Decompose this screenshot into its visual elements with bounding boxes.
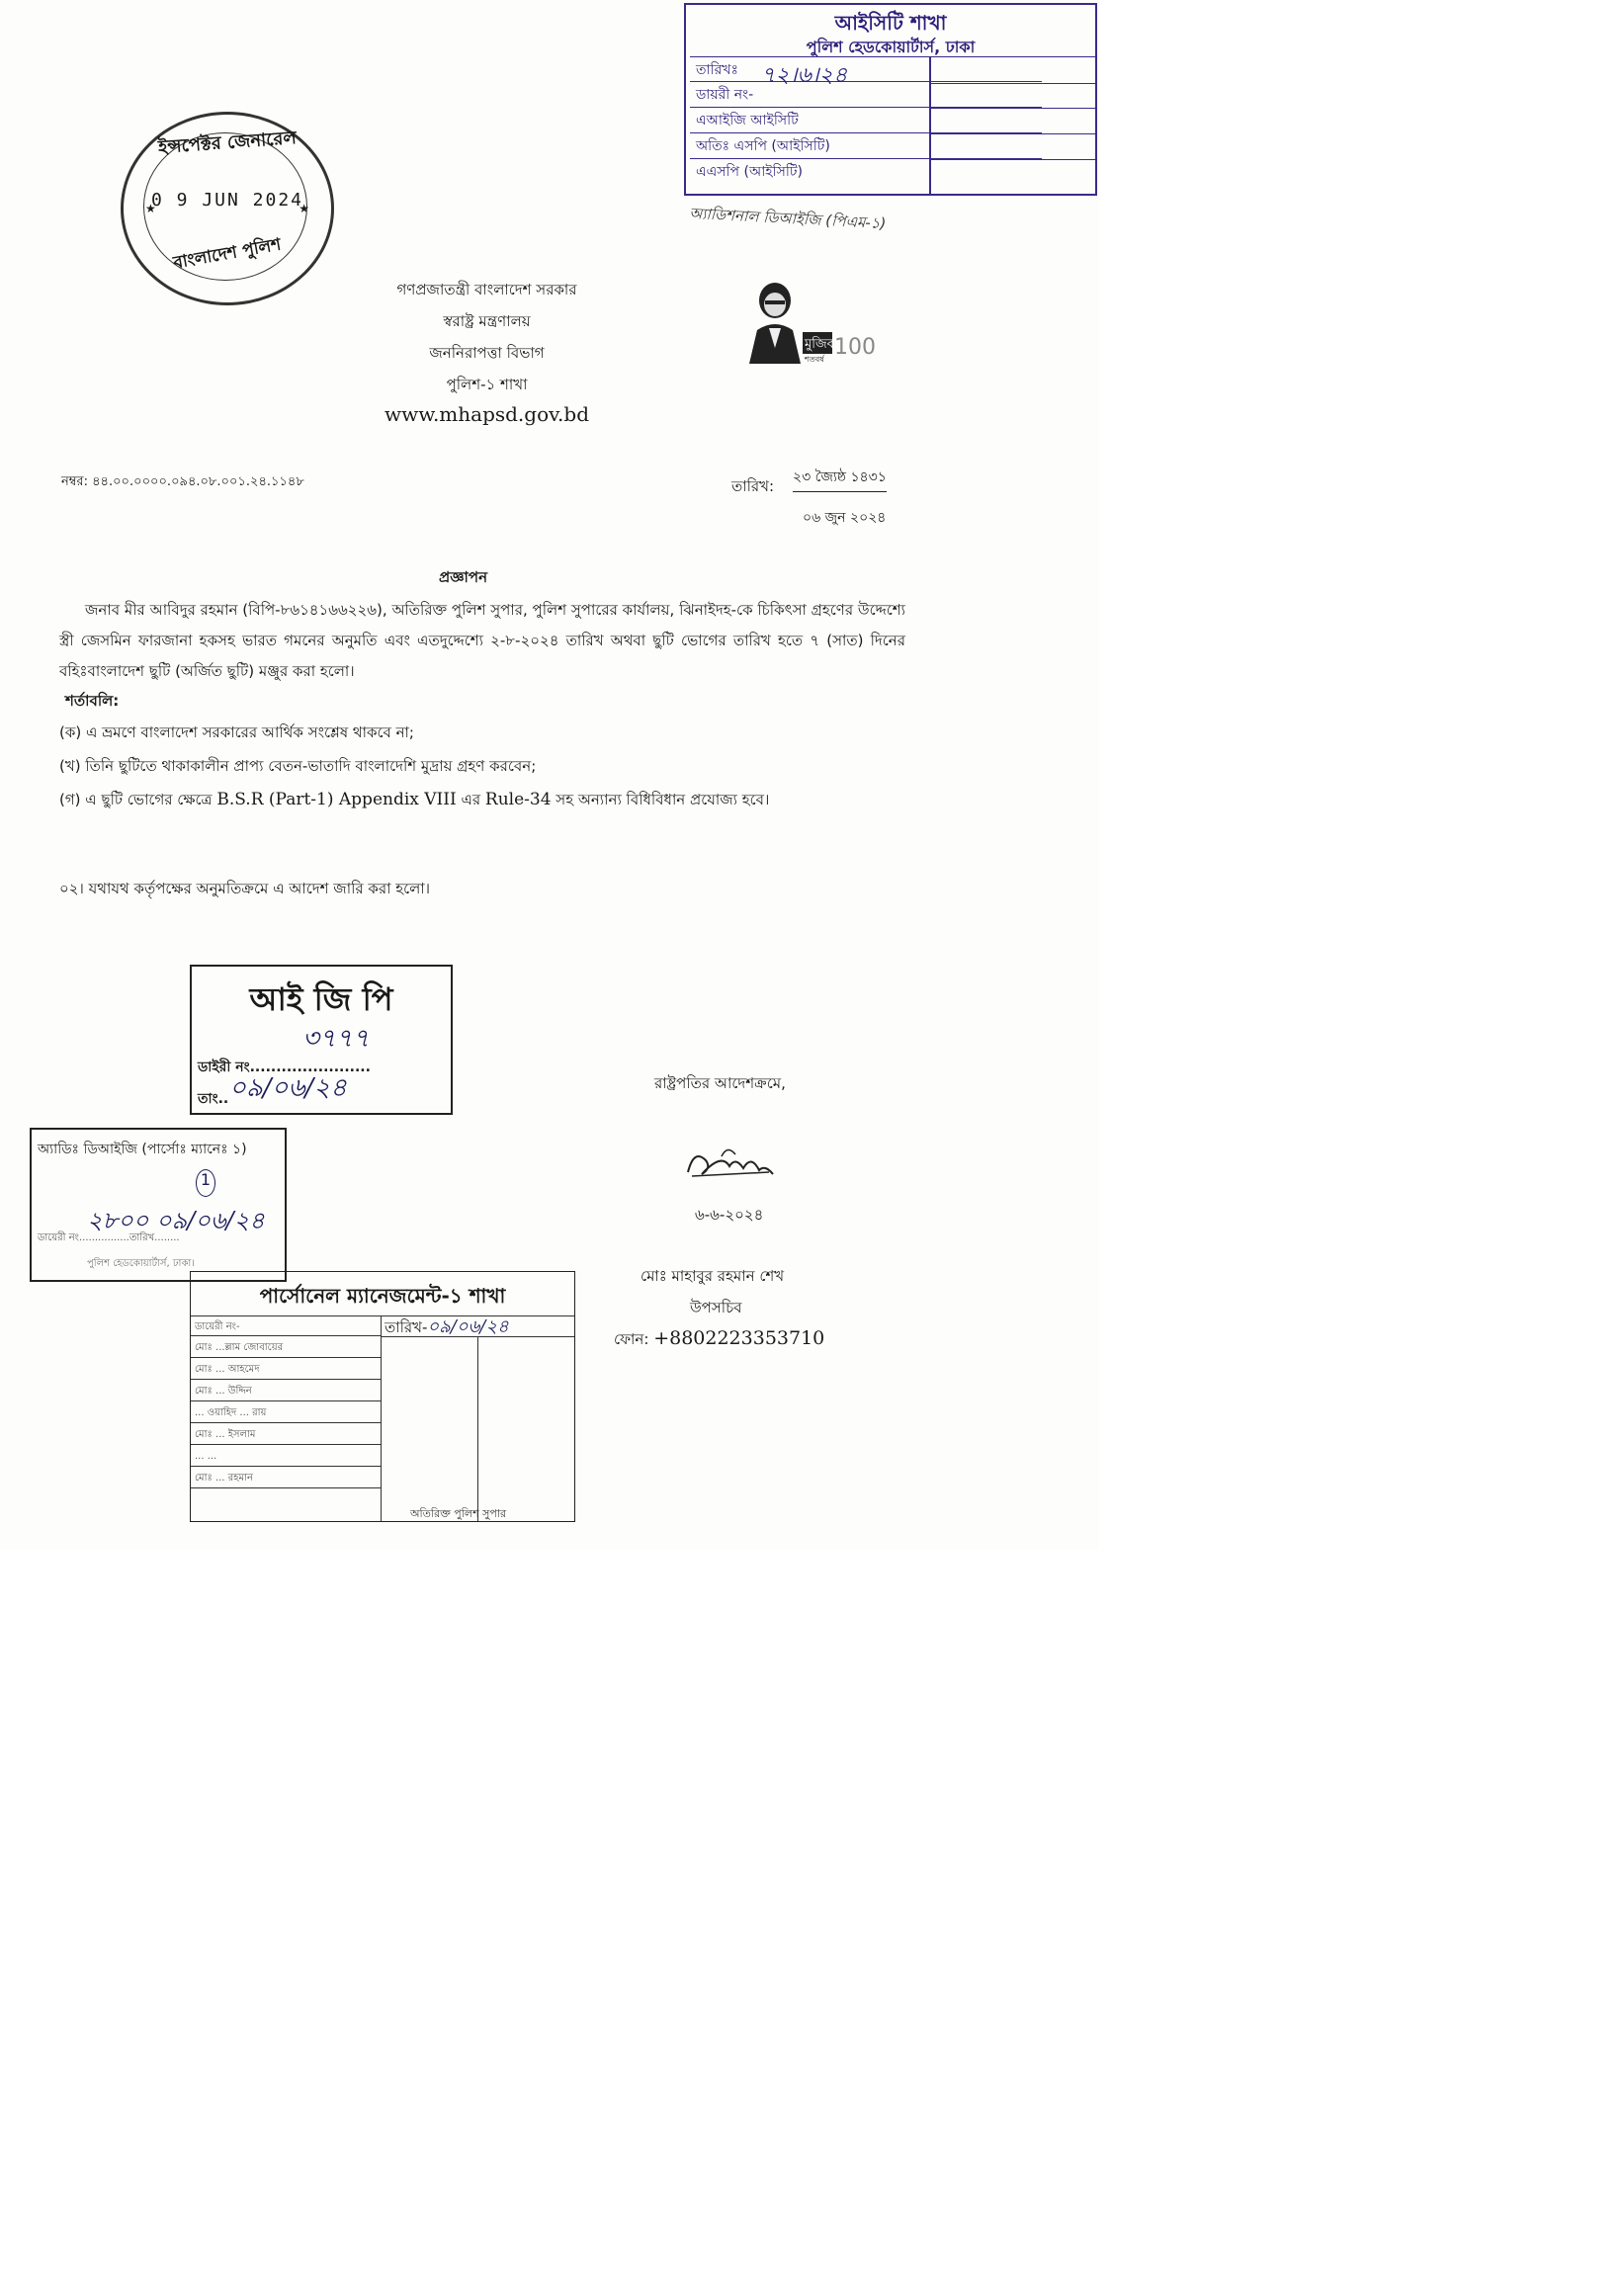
document-page (0, 0, 1099, 1550)
pm1-branch-stamp (190, 1271, 575, 1522)
pm1-row: ... ... (191, 1446, 381, 1467)
signatory-name: মোঃ মাহাবুর রহমান শেখ (641, 1267, 785, 1285)
ict-row-addl-sp: অতিঃ এসপি (আইসিটি) (690, 133, 1042, 159)
header-branch: পুলিশ-১ শাখা (446, 376, 528, 393)
addl-dig-handnote: অ্যাডিশনাল ডিআইজি (পিএম-১) (688, 204, 887, 233)
pm1-row: মোঃ ...ল্লাম জোবায়ের (191, 1337, 381, 1358)
pm1-stamp-title: পার্সোনেল ম্যানেজমেন্ট-১ শাখা (259, 1284, 506, 1308)
pm1-row: মোঃ ... উদ্দিন (191, 1381, 381, 1401)
ict-row-aig: এআইজি আইসিটি (690, 108, 1042, 133)
pm1-row: মোঃ ... রহমান (191, 1468, 381, 1488)
mujib-portrait-logo (743, 279, 876, 364)
signatory-designation: উপসচিব (690, 1299, 742, 1316)
body-paragraph: জনাব মীর আবিদুর রহমান (বিপি-৮৬১৪১৬৬২২৬), অতিরিক্ত পুলিশ সুপার, পুলিশ সুপারের কার্যালয়, ঝিনাইদহ-কে চিকিৎসা গ্রহণের উদ্দেশ্যে স্ত্রী জেসমিন ফারজানা হকসহ ভারত গমনের অনুমতি এবং এতদুদ্দেশ্যে ২-৮-২০২৪ তারিখ অথবা ছুটি ভোগের তারিখ হতে ৭ (সাত) দিনের বহিঃবাংলাদেশ ছুটি (অর্জিত ছুটি) মঞ্জুর করা হলো। (59, 601, 905, 680)
signatory-phone: ফোন: +8802223353710 (614, 1327, 825, 1349)
ict-stamp-title: আইসিটি শাখা (834, 11, 947, 35)
igp-diary-stamp (190, 965, 453, 1115)
date-label: তারিখ: (731, 477, 775, 495)
signature-date: ৬-৬-২০২৪ (695, 1206, 764, 1224)
date-english: ০৬ জুন ২০২৪ (803, 510, 887, 526)
seal-date: 0 9 JUN 2024 (150, 190, 304, 211)
conditions-heading: শর্তাবলি: (65, 692, 120, 710)
star-icon: ★ (299, 202, 309, 215)
header-govt: গণপ্রজাতন্ত্রী বাংলাদেশ সরকার (396, 281, 577, 298)
igp-date-value: ০৯/০৬/২৪ (229, 1073, 347, 1103)
igp-diary-number: ৩৭৭৭ (302, 1024, 370, 1054)
portrait-caption: মুজিব (805, 337, 834, 352)
adig-diary-line: ডায়েরী নং................তারিখ........ (38, 1232, 180, 1243)
condition-ka: (ক) এ ভ্রমণে বাংলাদেশ সরকারের আর্থিক সংশ্লেষ থাকবে না; (59, 723, 414, 741)
adig-stamp-title: অ্যাডিঃ ডিআইজি (পার্সোঃ ম্যানেঃ ১) (38, 1142, 247, 1157)
memo-number: নম্বর: ৪৪.০০.০০০০.০৯৪.০৮.০০১.২৪.১১৪৮ (61, 474, 304, 489)
svg-text:100: 100 (834, 335, 876, 360)
seal-bottom-text: বাংলাদেশ পুলিশ (171, 234, 283, 274)
pm1-row: ... ওয়াহিদ ... রায় (191, 1402, 381, 1423)
ict-row-diary: ডায়রী নং- (690, 82, 1042, 108)
igp-stamp-title: আই জি পি (249, 980, 393, 1018)
adig-footer: পুলিশ হেডকোয়ার্টার্স, ঢাকা। (87, 1258, 195, 1269)
ict-date-handwritten: ৭২।৬।২৪ (761, 63, 848, 88)
pm1-footer: অতিরিক্ত পুলিশ সুপার (410, 1507, 507, 1520)
seal-top-text: ইন্সপেক্টর জেনারেল (157, 127, 298, 158)
header-ministry: স্বরাষ্ট্র মন্ত্রণালয় (443, 312, 531, 330)
ict-branch-stamp (684, 3, 1097, 196)
ict-row-date: তারিখঃ (690, 56, 1042, 82)
igp-date-label: তাং.. (198, 1091, 229, 1107)
header-website: www.mhapsd.gov.bd (384, 402, 590, 426)
notice-title: প্রজ্ঞাপন (439, 568, 488, 586)
header-division: জননিরাপত্তা বিভাগ (429, 344, 545, 362)
paragraph-02: ০২। যথাযথ কর্তৃপক্ষের অনুমতিক্রমে এ আদেশ জারি করা হলো। (59, 880, 431, 897)
igp-round-seal (121, 112, 334, 305)
adig-handwritten: ২৮০০ ০৯/০৬/২৪ (87, 1207, 265, 1234)
date-bangla: ২৩ জ্যৈষ্ঠ ১৪৩১ (793, 466, 887, 492)
by-order-line: রাষ্ট্রপতির আদেশক্রমে, (654, 1074, 786, 1092)
signature-image (682, 1139, 777, 1188)
condition-kha: (খ) তিনি ছুটিতে থাকাকালীন প্রাপ্য বেতন-ভাতাদি বাংলাদেশি মুদ্রায় গ্রহণ করবেন; (59, 757, 537, 775)
adig-mark: 1 (196, 1169, 215, 1197)
pm1-date: তারিখ-০৯/০৬/২৪ (381, 1315, 574, 1337)
portrait-sub: শতবর্ষ (805, 355, 824, 364)
pm1-row: মোঃ ... আহমেদ (191, 1359, 381, 1380)
addl-dig-stamp (30, 1128, 287, 1282)
pm1-row: ডায়েরী নং- (191, 1315, 381, 1336)
condition-ga: (গ) এ ছুটি ভোগের ক্ষেত্রে B.S.R (Part-1) Appendix VIII এর Rule-34 সহ অন্যান্য বিধিবিধান প্রযোজ্য হবে। (59, 790, 770, 809)
pm1-row: মোঃ ... ইসলাম (191, 1424, 381, 1445)
star-icon: ★ (145, 202, 156, 215)
ict-stamp-subtitle: পুলিশ হেডকোয়ার্টার্স, ঢাকা (806, 38, 976, 56)
igp-diary-label: ডাইরী নং....................... (198, 1060, 371, 1075)
ict-row-asp: এএসপি (আইসিটি) (696, 164, 803, 180)
